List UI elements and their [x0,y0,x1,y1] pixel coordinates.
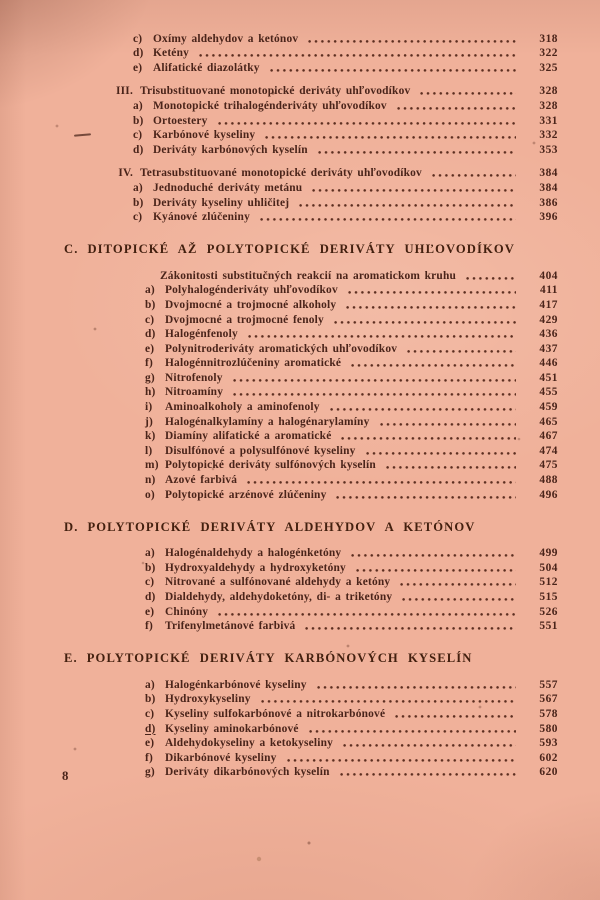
toc-item-label: c) [145,313,155,326]
section-title: POLYTOPICKÉ DERIVÁTY ALDEHYDOV A KETÓNOV [87,519,476,534]
toc-row [0,691,600,706]
toc-item-page: 437 [539,342,558,355]
toc-row [0,97,600,112]
dot-leader [348,290,516,295]
dot-leader [299,203,516,208]
dot-leader [356,568,516,573]
toc-row [0,83,600,98]
toc-item-page: 322 [539,47,558,60]
toc-item-page: 504 [539,561,558,574]
toc-item-label: d) [133,47,144,60]
toc-item-title: Kyseliny sulfokarbónové a nitrokarbónové [165,707,386,720]
dot-leader [402,597,516,602]
toc-item-title: Halogénaldehydy a halogénketóny [165,547,342,560]
toc-item-label: e) [145,737,155,750]
toc-item-title: Kyseliny aminokarbónové [165,722,299,735]
toc-item-title: Monotopické trihalogénderiváty uhľovodíkov [153,99,387,112]
toc-item-page: 318 [539,32,558,45]
section-heading [0,651,600,666]
toc-row [0,735,600,750]
toc-group [0,165,600,223]
toc-item-page: 404 [539,269,558,282]
dot-leader [386,465,516,470]
section-letter: E. [64,651,78,666]
toc-item-page: 459 [539,401,558,414]
toc-item-title: Karbónové kyseliny [153,129,256,142]
toc-group [0,83,600,156]
dot-leader [351,553,516,558]
section-heading [0,242,600,257]
toc-item-title: Trifenylmetánové farbivá [165,620,296,633]
toc-row [0,369,600,384]
toc-item-label: c) [133,211,143,224]
toc-item-label: d) [145,722,156,735]
toc-item-label: m) [145,459,159,472]
dot-leader [260,217,516,222]
dot-leader [318,150,516,155]
toc-item-page: 384 [539,181,558,194]
toc-item-title: Deriváty karbónových kyselín [153,143,308,156]
toc-item-label: g) [145,371,155,384]
toc-item-page: 526 [539,605,558,618]
toc-item-page: 451 [539,371,558,384]
toc-row [0,355,600,370]
toc-item-label: b) [145,561,156,574]
toc-item-label: g) [145,766,155,779]
toc-row [0,749,600,764]
toc-item-page: 496 [539,488,558,501]
toc-item-title: Chinóny [165,605,209,618]
toc-item-page: 436 [539,328,558,341]
section-title: POLYTOPICKÉ DERIVÁTY KARBÓNOVÝCH KYSELÍN [86,651,473,666]
toc-row [0,588,600,603]
dot-leader [270,68,516,73]
toc-item-title: Jednoduché deriváty metánu [153,181,303,194]
toc-row [0,471,600,486]
section-letter: C. [64,242,79,257]
toc-item-title: Deriváty dikarbónových kyselín [165,766,330,779]
dot-leader [400,582,516,587]
toc-item-page: 417 [539,298,558,311]
dot-leader [340,772,516,777]
toc-item-title: Azové farbivá [165,474,238,487]
toc-item-label: a) [133,181,143,194]
toc-item-label: i) [145,401,153,414]
toc-item-page: 488 [539,474,558,487]
toc-item-page: 455 [539,386,558,399]
dot-leader [341,436,516,441]
toc-item-title: Zákonitosti substitučných reakcií na aromatickom kruhu [160,269,457,282]
toc-item-title: Tetrasubstituované monotopické deriváty uhľovodíkov [140,167,422,180]
dot-leader [346,305,516,310]
section-title: DITOPICKÉ AŽ POLYTOPICKÉ DERIVÁTY UHĽOVODÍKOV [87,242,515,257]
dot-leader [312,188,516,193]
toc-item-title: Disulfónové a polysulfónové kyseliny [165,444,356,457]
toc-row [0,384,600,399]
toc-item-page: 602 [539,751,558,764]
toc-item-title: Polytopické deriváty sulfónových kyselín [165,459,376,472]
toc-row [0,705,600,720]
toc-item-page: 328 [539,99,558,112]
toc-item-page: 567 [539,693,558,706]
toc-item-label: b) [133,196,144,209]
toc-row [0,618,600,633]
toc-item-label: a) [133,99,143,112]
toc-item-title: Polyhalogénderiváty uhľovodíkov [165,284,338,297]
toc-item-page: 578 [539,707,558,720]
toc-item-page: 580 [539,722,558,735]
dot-leader [397,106,516,111]
toc-item-label: e) [145,342,155,355]
toc-item-title: Hydroxykyseliny [165,693,251,706]
toc-item-label: a) [145,678,155,691]
toc-row [0,559,600,574]
toc-item-label: b) [133,114,144,127]
toc-row [0,267,600,282]
toc-row [0,209,600,224]
toc-row [0,165,600,180]
toc-row [0,340,600,355]
toc-item-label: c) [133,32,143,45]
toc-row [0,676,600,691]
dot-leader [366,451,516,456]
toc-item-title: Halogénfenoly [165,328,238,341]
toc-row [0,545,600,560]
toc-row [0,720,600,735]
toc-item-page: 386 [539,196,558,209]
toc-item-page: 384 [539,167,558,180]
dot-leader [261,699,516,704]
toc-row [0,141,600,156]
toc-item-label: III. [116,85,133,98]
toc-item-page: 446 [539,357,558,370]
toc-row [0,398,600,413]
toc-item-label: f) [145,357,153,370]
toc-row [0,127,600,142]
toc-item-label: a) [145,284,155,297]
dot-leader [395,714,516,719]
dot-leader [309,729,516,734]
toc-row [0,486,600,501]
dot-leader [248,334,516,339]
toc-item-title: Deriváty kyseliny uhličitej [153,196,290,209]
toc-row [0,428,600,443]
toc-row [0,179,600,194]
toc-item-label: d) [133,143,144,156]
toc-group [0,520,600,633]
toc-item-label: l) [145,444,153,457]
toc-item-label: k) [145,430,156,443]
toc-item-page: 331 [539,114,558,127]
dot-leader [265,135,516,140]
toc-item-label: c) [145,576,155,589]
dot-leader [330,407,516,412]
toc-item-page: 467 [539,430,558,443]
toc-item-label: e) [133,61,143,74]
toc-item-page: 551 [539,620,558,633]
toc-item-page: 396 [539,211,558,224]
toc-item-label: a) [145,547,155,560]
toc-item-page: 512 [539,576,558,589]
toc-row [0,413,600,428]
toc-item-title: Kyánové zlúčeniny [153,211,250,224]
toc-item-title: Nitrované a sulfónované aldehydy a ketóny [165,576,391,589]
toc-item-label: b) [145,298,156,311]
section-letter: D. [64,519,79,534]
toc-item-title: Ortoestery [153,114,208,127]
toc-item-title: Polytopické arzénové zlúčeniny [165,488,327,501]
toc-item-page: 328 [539,85,558,98]
toc-item-page: 465 [539,415,558,428]
dot-leader [233,392,516,397]
toc-item-label: c) [145,707,155,720]
toc-item-page: 557 [539,678,558,691]
toc-item-label: IV. [118,167,133,180]
toc-row [0,603,600,618]
dot-leader [466,276,516,281]
toc-row [0,30,600,45]
toc-item-title: Alifatické diazolátky [153,61,260,74]
toc-item-label: n) [145,474,156,487]
dot-leader [233,378,516,383]
toc-item-page: 332 [539,129,558,142]
dot-leader [334,320,516,325]
dot-leader [432,173,516,178]
toc-row [0,112,600,127]
section-heading [0,520,600,535]
toc-row [0,326,600,341]
dot-leader [247,480,516,485]
toc-item-page: 499 [539,547,558,560]
toc-group [0,651,600,778]
toc-item-title: Nitroamíny [165,386,224,399]
toc-item-title: Oxímy aldehydov a ketónov [153,32,299,45]
toc-item-title: Trisubstituované monotopické deriváty uhľovodíkov [140,85,411,98]
toc-row [0,296,600,311]
toc-item-page: 515 [539,591,558,603]
toc-group [0,242,600,501]
dot-leader [287,758,516,763]
page-number: 8 [62,769,69,783]
dot-leader [351,363,516,368]
toc-item-title: Ketény [153,47,189,60]
toc-row [0,45,600,60]
dot-leader [199,53,516,58]
toc-row [0,442,600,457]
toc-item-label: d) [145,591,156,603]
dot-leader [420,91,516,96]
dot-leader [407,349,516,354]
toc-row [0,764,600,779]
toc-row [0,282,600,297]
dot-leader [218,121,517,126]
toc-item-title: Dvojmocné a trojmocné fenoly [165,313,324,326]
toc-item-page: 620 [539,766,558,779]
toc-item-label: h) [145,386,156,399]
toc-item-title: Nitrofenoly [165,371,223,384]
dot-leader [336,495,516,500]
dot-leader [343,743,516,748]
toc-item-title: Diamíny alifatické a aromatické [165,430,332,443]
toc-row [0,194,600,209]
toc-item-title: Polynitroderiváty aromatických uhľovodíkov [165,342,398,355]
toc-item-title: Dialdehydy, aldehydoketóny, di- a triketóny [165,591,393,603]
toc-row [0,457,600,472]
toc-item-label: o) [145,488,155,501]
toc-item-title: Aminoalkoholy a aminofenoly [165,401,320,414]
toc-item-title: Halogénalkylamíny a halogénarylamíny [165,415,370,428]
toc-item-page: 474 [539,444,558,457]
dot-leader [218,612,516,617]
dot-leader [380,422,517,427]
toc-item-title: Hydroxyaldehydy a hydroxyketóny [165,561,346,574]
toc-item-title: Halogénnitrozlúčeniny aromatické [165,357,342,370]
toc-item-page: 325 [539,61,558,74]
toc-item-label: b) [145,693,156,706]
toc-item-label: e) [145,605,155,618]
toc-item-label: d) [145,328,156,341]
toc-item-page: 593 [539,737,558,750]
toc-item-label: c) [133,129,143,142]
toc-group [0,30,600,74]
toc-item-title: Halogénkarbónové kyseliny [165,678,307,691]
toc-item-page: 475 [539,459,558,472]
toc-item-label: j) [145,415,153,428]
toc-item-title: Aldehydokyseliny a ketokyseliny [165,737,334,750]
toc-item-page: 411 [540,284,558,297]
toc-row [0,59,600,74]
toc-item-label: f) [145,620,153,633]
toc-item-page: 353 [539,143,558,156]
toc-row [0,311,600,326]
pencil-mark [74,133,91,136]
dot-leader [305,626,516,631]
toc-item-label: f) [145,751,153,764]
toc-item-title: Dikarbónové kyseliny [165,751,277,764]
dot-leader [308,39,516,44]
toc-item-page: 429 [539,313,558,326]
toc-item-title: Dvojmocné a trojmocné alkoholy [165,298,337,311]
dot-leader [317,685,516,690]
toc-row [0,574,600,589]
